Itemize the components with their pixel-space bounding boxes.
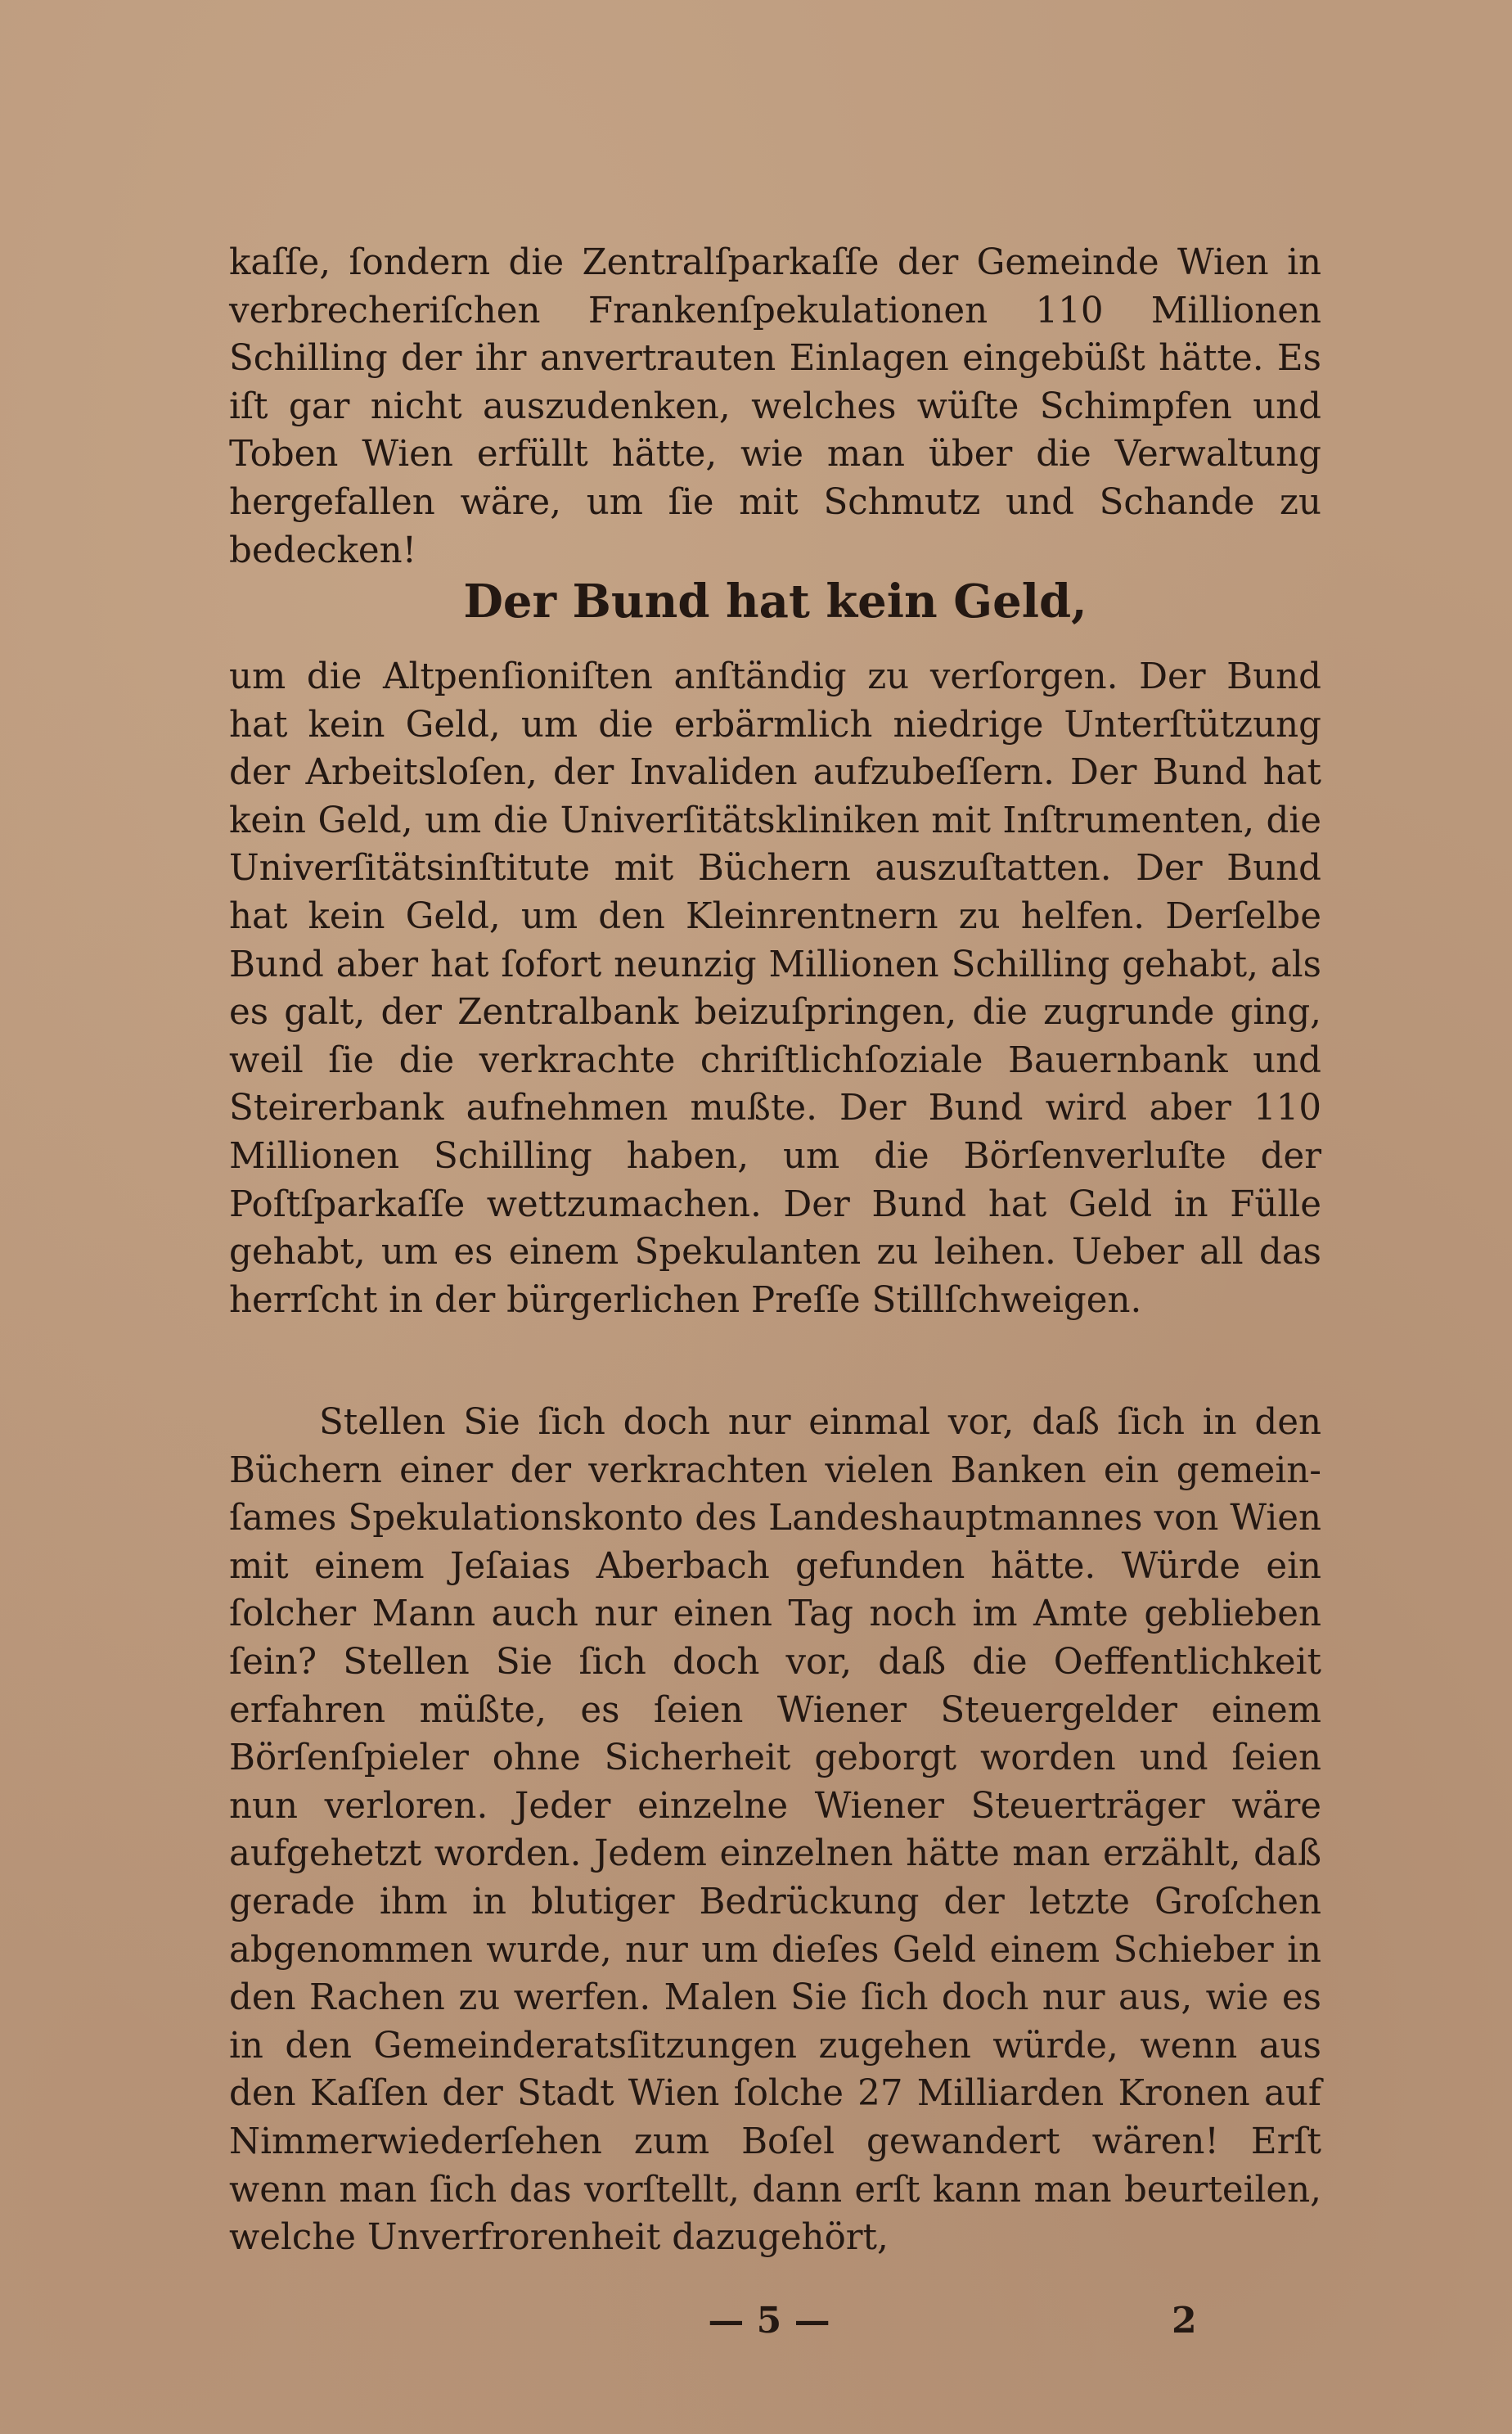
paragraph-1: kaſſe, ſondern die Zentralſparkaſſe der Gemeinde Wien in verbrecheriſchen Frankenſpekulationen 110 Millionen Schilling der ihr anvertrauten Einlagen eingebüßt hätte. Es iſt gar nicht auszudenken, welches wüſte Schimpfen und Toben Wien erfüllt hätte, wie man über die Verwaltung hergefallen wäre, um ſie mit Schmutz und Schande zu bedecken! xyxy=(229,242,1321,571)
paragraph-3: Stellen Sie ſich doch nur einmal vor, daß ſich in den Büchern einer der verkrachten vielen Banken ein gemeinſames Spekulationskonto des Landeshauptmannes von Wien mit einem Jeſaias Aberbach gefunden hätte. Würde ein ſolcher Mann auch nur einen Tag noch im Amte geblieben ſein? Stellen Sie ſich doch vor, daß die Oeffentlichkeit erfahren müßte, es ſeien Wiener Steuergelder einem Börſenſpieler ohne Sicherheit geborgt worden und ſeien nun verloren. Jeder einzelne Wiener Steuerträger wäre aufgehetzt worden. Jedem einzelnen hätte man erzählt, daß gerade ihm in blutiger Bedrückung der letzte Groſchen abgenommen wurde, nur um dieſes Geld einem Schieber in den Rachen zu werfen. Malen Sie ſich doch nur aus, wie es in den Gemeinderatsſitzungen zugehen würde, wenn aus den Kaſſen der Stadt Wien ſolche 27 Milliarden Kronen auf Nimmerwiederſehen zum Boſel gewandert wären! Erſt wenn man ſich das vorſtellt, dann erſt kann man beurteilen, welche Unverfrorenheit dazugehört, xyxy=(229,1402,1321,2259)
section-heading: Der Bund hat kein Geld, xyxy=(463,575,1087,629)
page-number: — 5 — xyxy=(708,2300,830,2342)
paragraph-2: um die Altpenſioniſten anſtändig zu verſorgen. Der Bund hat kein Geld, um die erbärmlich niedrige Unterſtützung der Arbeitsloſen, der Invaliden aufzubeſſern. Der Bund hat kein Geld, um die Univerſitätskliniken mit Inſtrumenten, die Univerſitätsinſtitute mit Büchern auszuſtatten. Der Bund hat kein Geld, um den Kleinrentnern zu helfen. Derſelbe Bund aber hat ſofort neunzig Millionen Schilling gehabt, als es galt, der Zentralbank beizuſpringen, die zugrunde ging, weil ſie die verkrachte chriſtlichſoziale Bauernbank und Steirerbank aufnehmen mußte. Der Bund wird aber 110 Millionen Schilling haben, um die Börſenverluſte der Poſtſparkaſſe wettzumachen. Der Bund hat Geld in Fülle gehabt, um es einem Spekulanten zu leihen. Ueber all das herrſcht in der bürgerlichen Preſſe Stillſchweigen. xyxy=(229,656,1321,1321)
signature-mark: 2 xyxy=(1172,2300,1197,2342)
